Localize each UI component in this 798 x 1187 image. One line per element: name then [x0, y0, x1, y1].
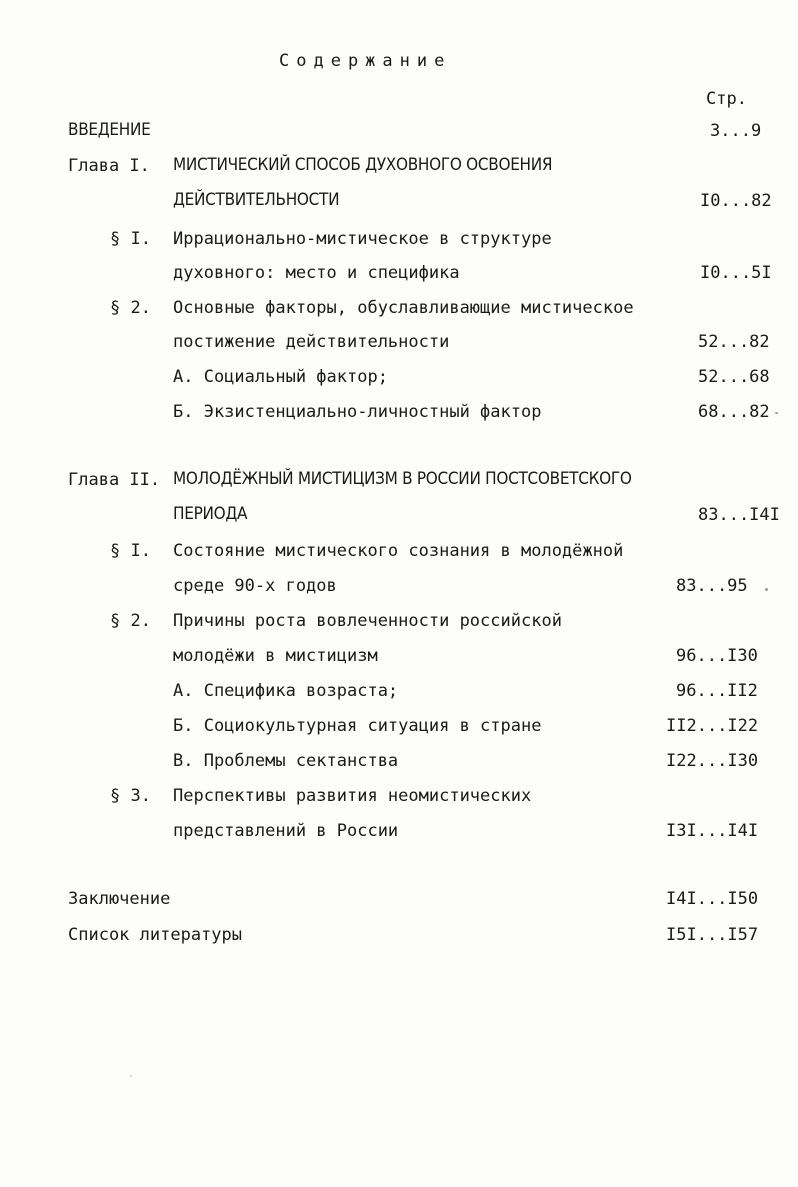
toc-ch1-s2-pages: 52...82 — [698, 332, 770, 352]
toc-ch1-s1-pages: I0...5I — [700, 263, 772, 283]
page-title: Содержание — [279, 51, 452, 71]
toc-ch1-title-line1: МИСТИЧЕСКИЙ СПОСОБ ДУХОВНОГО ОСВОЕНИЯ — [173, 155, 553, 175]
page-column-header: Стр. — [706, 89, 747, 109]
toc-ch2-s2-a-pages: 96...II2 — [676, 681, 758, 701]
toc-conclusion-label: Заключение — [68, 889, 171, 909]
toc-intro-label: ВВЕДЕНИЕ — [68, 120, 151, 140]
scan-speck — [765, 588, 768, 591]
toc-ch2-s3-title-line1: Перспективы развития неомистических — [173, 786, 532, 806]
toc-ch1-title-line2: ДЕЙСТВИТЕЛЬНОСТИ — [173, 190, 340, 210]
toc-ch2-s2-a-label: А. Специфика возраста; — [173, 681, 399, 701]
toc-ch2-s1-number: § I. — [110, 541, 151, 561]
toc-intro-pages: 3...9 — [710, 121, 762, 141]
toc-ch2-title-line1: МОЛОДЁЖНЫЙ МИСТИЦИЗМ В РОССИИ ПОСТСОВЕТСКОГО — [173, 469, 632, 489]
toc-ch1-pages: I0...82 — [700, 191, 772, 211]
toc-ch2-s3-title-line2: представлений в России — [173, 821, 399, 841]
toc-bibliography-pages: I5I...I57 — [666, 925, 759, 945]
toc-conclusion-pages: I4I...I50 — [666, 889, 759, 909]
toc-ch1-s2-b-pages: 68...82 — [698, 402, 770, 422]
toc-ch2-pages: 83...I4I — [698, 505, 780, 525]
toc-ch2-s2-pages: 96...I30 — [676, 646, 758, 666]
toc-ch2-s2-b-pages: II2...I22 — [666, 716, 759, 736]
toc-ch1-s1-title-line1: Иррационально-мистическое в структуре — [173, 229, 552, 249]
toc-ch2-title-line2: ПЕРИОДА — [173, 504, 248, 524]
toc-ch1-s2-a-label: А. Социальный фактор; — [173, 367, 388, 387]
toc-ch1-s1-title-line2: духовного: место и специфика — [173, 263, 460, 283]
scan-speck — [775, 412, 778, 414]
toc-ch1-s2-title-line1: Основные факторы, обуславливающие мистическое — [173, 298, 634, 318]
toc-ch1-number: Глава I. — [68, 156, 150, 176]
toc-ch2-number: Глава II. — [68, 470, 161, 490]
toc-ch2-s2-number: § 2. — [110, 611, 151, 631]
toc-ch2-s1-title-line2: среде 90-х годов — [173, 576, 337, 596]
toc-ch2-s2-c-label: В. Проблемы сектанства — [173, 751, 399, 771]
toc-ch2-s2-c-pages: I22...I30 — [666, 751, 759, 771]
toc-ch1-s2-title-line2: постижение действительности — [173, 332, 450, 352]
toc-ch1-s2-b-label: Б. Экзистенциально-личностный фактор — [173, 402, 542, 422]
toc-ch2-s1-pages: 83...95 — [676, 576, 748, 596]
toc-ch2-s3-number: § 3. — [110, 786, 151, 806]
toc-bibliography-label: Список литературы — [68, 925, 242, 945]
toc-ch1-s2-a-pages: 52...68 — [698, 367, 770, 387]
toc-ch1-s1-number: § I. — [110, 229, 151, 249]
scan-speck — [130, 1075, 132, 1077]
toc-ch2-s2-title-line2: молодёжи в мистицизм — [173, 646, 378, 666]
toc-ch1-s2-number: § 2. — [110, 298, 151, 318]
toc-ch2-s3-pages: I3I...I4I — [666, 821, 759, 841]
toc-ch2-s2-title-line1: Причины роста вовлеченности российской — [173, 611, 562, 631]
toc-ch2-s2-b-label: Б. Социокультурная ситуация в стране — [173, 716, 542, 736]
toc-ch2-s1-title-line1: Состояние мистического сознания в молодёжной — [173, 541, 624, 561]
